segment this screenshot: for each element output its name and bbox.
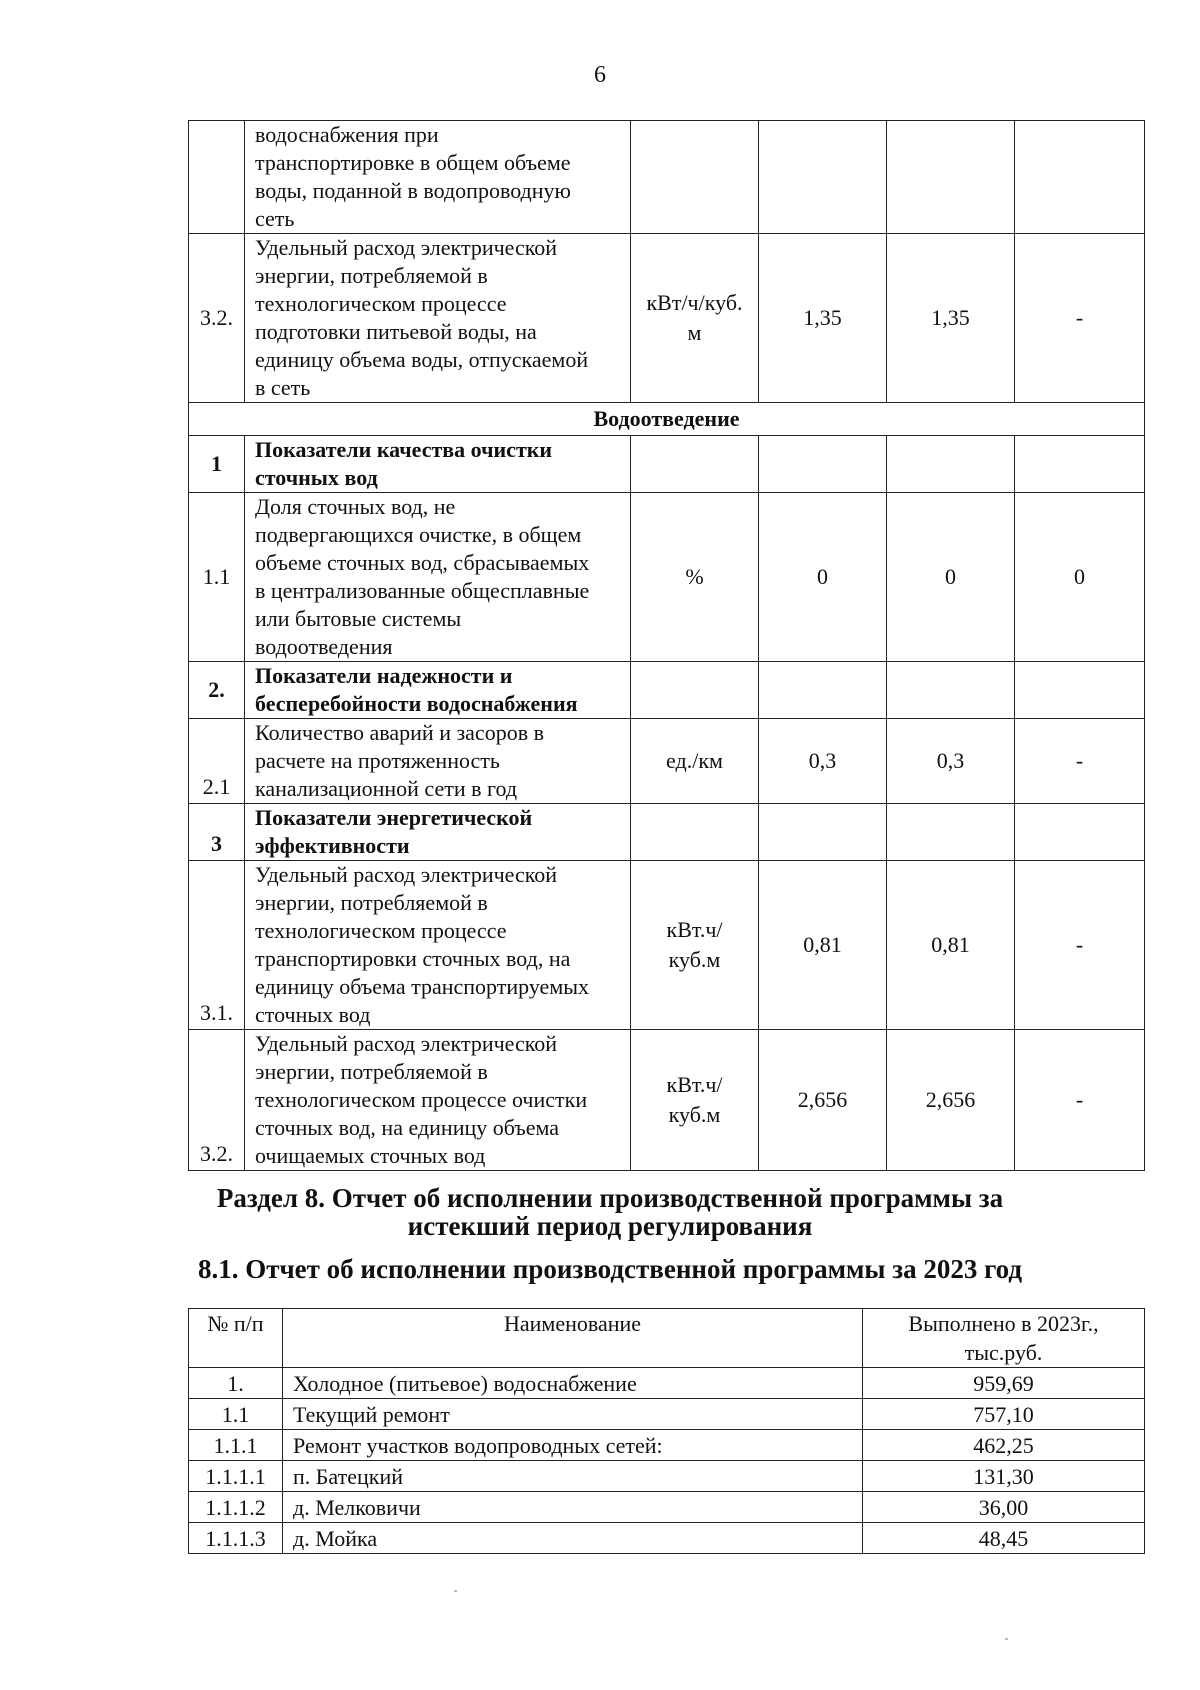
column-header-name: Наименование [283, 1309, 863, 1368]
row-number: 3.1. [189, 861, 245, 1030]
indicator-name [245, 804, 631, 861]
value-cell [1015, 436, 1145, 493]
value-cell: 0,3 [887, 719, 1015, 804]
indicator-name [245, 493, 631, 662]
value-cell [1015, 804, 1145, 861]
table-row [189, 234, 1145, 403]
value-cell [887, 436, 1015, 493]
table-row [189, 1030, 1145, 1171]
unit-cell [631, 662, 759, 719]
indicator-name-line: Показатели качества очистки [255, 437, 553, 462]
unit-cell [631, 719, 759, 804]
table-row [189, 1492, 1145, 1523]
indicator-name-line: подготовки питьевой воды, на [255, 319, 537, 344]
row-number: 1.1.1 [189, 1430, 283, 1461]
value-cell: 0 [759, 493, 887, 662]
unit-line: ед./км [666, 748, 723, 773]
row-number: 2.1 [189, 719, 245, 804]
row-number: 1.1.1.3 [189, 1523, 283, 1554]
unit-cell [631, 493, 759, 662]
column-header-value [863, 1309, 1145, 1368]
indicator-name-line: технологическом процессе очистки [255, 1087, 588, 1112]
value-cell: 0,81 [887, 861, 1015, 1030]
item-value: 131,30 [863, 1461, 1145, 1492]
value-cell: - [1015, 1030, 1145, 1171]
value-cell: 1,35 [887, 234, 1015, 403]
row-number: 1.1.1.2 [189, 1492, 283, 1523]
unit-line: кВт.ч/ [666, 917, 723, 942]
table-row [189, 493, 1145, 662]
indicator-name-line: единицу объема воды, отпускаемой [255, 347, 589, 372]
indicator-name [245, 234, 631, 403]
row-number: 1.1 [189, 1399, 283, 1430]
unit-line: куб.м [668, 1102, 721, 1127]
indicator-name-line: сеть [255, 206, 295, 231]
value-cell: - [1015, 861, 1145, 1030]
value-cell [759, 436, 887, 493]
indicator-name-line: энергии, потребляемой в [255, 263, 488, 288]
value-cell: - [1015, 234, 1145, 403]
indicator-name-line: сточных вод, на единицу объема [255, 1115, 560, 1140]
indicator-name-line: Удельный расход электрической [255, 1031, 558, 1056]
indicator-name [245, 719, 631, 804]
indicator-name-line: канализационной сети в год [255, 776, 518, 801]
value-cell: - [1015, 719, 1145, 804]
unit-line: кВт.ч/ [666, 1072, 723, 1097]
table-row [189, 436, 1145, 493]
unit-cell [631, 861, 759, 1030]
section-heading [150, 1184, 1070, 1240]
unit-line: % [685, 564, 704, 589]
subsection-heading: 8.1. Отчет об исполнении производственной программы за 2023 год [197, 1254, 1023, 1284]
table-row [189, 804, 1145, 861]
indicator-name-line: технологическом процессе [255, 918, 507, 943]
item-value: 959,69 [863, 1368, 1145, 1399]
indicator-name-line: бесперебойности водоснабжения [255, 691, 578, 716]
item-name: д. Мелковичи [283, 1492, 863, 1523]
indicator-name-line: в сеть [255, 375, 311, 400]
indicator-name [245, 662, 631, 719]
indicator-name-line: энергии, потребляемой в [255, 1059, 488, 1084]
indicator-name-line: единицу объема транспортируемых [255, 974, 590, 999]
row-number: 1.1 [189, 493, 245, 662]
value-cell: 0 [1015, 493, 1145, 662]
indicator-name [245, 1030, 631, 1171]
scan-speck [1005, 1638, 1008, 1640]
value-cell [887, 662, 1015, 719]
table-row [189, 719, 1145, 804]
row-number: 1 [189, 436, 245, 493]
item-name: д. Мойка [283, 1523, 863, 1554]
unit-line: кВт/ч/куб. [646, 290, 743, 315]
indicator-name-line: транспортировке в общем объеме [255, 150, 571, 175]
table-row [189, 121, 1145, 234]
indicators-table [188, 120, 1145, 1171]
value-cell [887, 121, 1015, 234]
item-name: Холодное (питьевое) водоснабжение [283, 1368, 863, 1399]
column-header-value-line: Выполнено в 2023г., [908, 1311, 1099, 1336]
unit-cell [631, 121, 759, 234]
indicator-name-line: энергии, потребляемой в [255, 890, 488, 915]
unit-cell [631, 436, 759, 493]
table-row [189, 1461, 1145, 1492]
scan-speck [454, 1590, 457, 1592]
column-header-num: № п/п [189, 1309, 283, 1368]
indicator-name-line: Доля сточных вод, не [255, 494, 456, 519]
indicator-name [245, 436, 631, 493]
indicator-name-line: Удельный расход электрической [255, 862, 558, 887]
indicator-name-line: расчете на протяженность [255, 748, 500, 773]
indicator-name-line: водоотведения [255, 634, 393, 659]
indicator-name-line: технологическом процессе [255, 291, 507, 316]
table-row [189, 1523, 1145, 1554]
table-header-row [189, 1309, 1145, 1368]
value-cell [1015, 121, 1145, 234]
section-heading-line: Раздел 8. Отчет об исполнении производственной программы за [216, 1183, 1004, 1213]
row-number [189, 121, 245, 234]
row-number: 3.2. [189, 1030, 245, 1171]
table-row [189, 1430, 1145, 1461]
indicator-name-line: Показатели энергетической [255, 805, 533, 830]
value-cell [759, 662, 887, 719]
item-name: Текущий ремонт [283, 1399, 863, 1430]
indicator-name [245, 861, 631, 1030]
unit-line: м [687, 320, 702, 345]
section-row [189, 403, 1145, 436]
value-cell [759, 804, 887, 861]
indicator-name-line: эффективности [255, 833, 410, 858]
indicator-name-line: Количество аварий и засоров в [255, 720, 544, 745]
unit-cell [631, 804, 759, 861]
section-heading-line: истекший период регулирования [407, 1211, 813, 1241]
report-table [188, 1308, 1145, 1554]
unit-cell [631, 234, 759, 403]
indicator-name-line: объеме сточных вод, сбрасываемых [255, 550, 590, 575]
indicator-name-line: в централизованные общесплавные [255, 578, 590, 603]
value-cell: 2,656 [887, 1030, 1015, 1171]
indicator-name-line: транспортировки сточных вод, на [255, 946, 571, 971]
value-cell [1015, 662, 1145, 719]
table-row [189, 861, 1145, 1030]
table-row [189, 662, 1145, 719]
table-row [189, 1399, 1145, 1430]
item-value: 48,45 [863, 1523, 1145, 1554]
item-name: Ремонт участков водопроводных сетей: [283, 1430, 863, 1461]
indicator-name-line: или бытовые системы [255, 606, 462, 631]
indicator-name-line: Удельный расход электрической [255, 235, 558, 260]
section-title: Водоотведение [189, 403, 1145, 436]
indicator-name-line: Показатели надежности и [255, 663, 513, 688]
indicator-name [245, 121, 631, 234]
row-number: 3 [189, 804, 245, 861]
unit-line: куб.м [668, 947, 721, 972]
unit-cell [631, 1030, 759, 1171]
row-number: 1. [189, 1368, 283, 1399]
indicator-name-line: сточных вод [255, 1002, 371, 1027]
indicator-name-line: водоснабжения при [255, 122, 439, 147]
table-row [189, 1368, 1145, 1399]
item-name: п. Батецкий [283, 1461, 863, 1492]
indicator-name-line: очищаемых сточных вод [255, 1143, 486, 1168]
value-cell: 0,81 [759, 861, 887, 1030]
row-number: 2. [189, 662, 245, 719]
item-value: 462,25 [863, 1430, 1145, 1461]
indicator-name-line: воды, поданной в водопроводную [255, 178, 571, 203]
indicator-name-line: подвергающихся очистке, в общем [255, 522, 582, 547]
value-cell [759, 121, 887, 234]
value-cell: 0 [887, 493, 1015, 662]
row-number: 3.2. [189, 234, 245, 403]
value-cell: 0,3 [759, 719, 887, 804]
item-value: 36,00 [863, 1492, 1145, 1523]
indicator-name-line: сточных вод [255, 465, 378, 490]
value-cell: 1,35 [759, 234, 887, 403]
value-cell: 2,656 [759, 1030, 887, 1171]
row-number: 1.1.1.1 [189, 1461, 283, 1492]
column-header-value-line: тыс.руб. [964, 1340, 1043, 1365]
page-number: 6 [594, 62, 606, 88]
item-value: 757,10 [863, 1399, 1145, 1430]
value-cell [887, 804, 1015, 861]
